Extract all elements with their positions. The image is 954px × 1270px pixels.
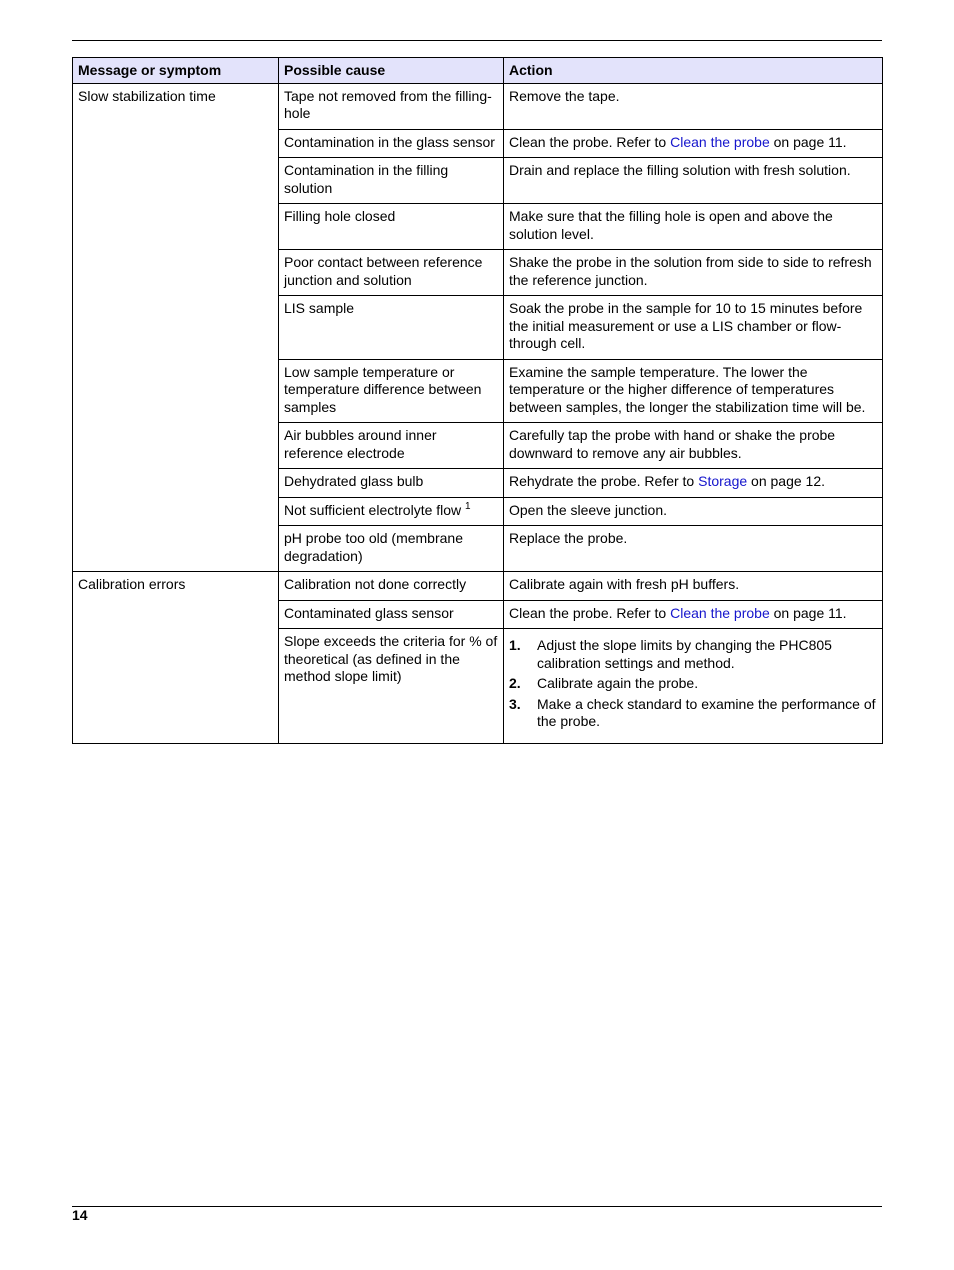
action-text: on page 12. xyxy=(747,473,826,489)
cause-cell xyxy=(279,497,504,526)
action-cell: Drain and replace the filling solution with fresh solution. xyxy=(504,158,883,204)
action-text: Clean the probe. Refer to xyxy=(509,133,671,150)
cause-cell: Slope exceeds the criteria for % of theoretical (as defined in the method slope limit) xyxy=(279,629,504,744)
step-number: 2. xyxy=(509,675,521,691)
list-item xyxy=(509,675,878,693)
symptom-cell: Slow stabilization time xyxy=(73,83,279,572)
cause-cell: Contamination in the filling solution xyxy=(279,158,504,204)
action-cell: Soak the probe in the sample for 10 to 15 minutes before the initial measurement or use a LIS chamber or flow-through cell. xyxy=(504,296,883,360)
cause-cell: pH probe too old (membrane degradation) xyxy=(279,526,504,572)
action-cell: Replace the probe. xyxy=(504,526,883,572)
cause-text: Not sufficient electrolyte flow xyxy=(284,501,466,518)
page-number: 14 xyxy=(72,1207,88,1223)
column-header-cause: Possible cause xyxy=(279,58,504,84)
table-row xyxy=(73,83,883,129)
action-cell: Calibrate again with fresh pH buffers. xyxy=(504,572,883,601)
action-cell xyxy=(504,629,883,744)
clean-the-probe-link[interactable]: Clean the probe xyxy=(670,133,770,150)
action-cell: Open the sleeve junction. xyxy=(504,497,883,526)
action-cell xyxy=(504,600,883,629)
cause-cell: Dehydrated glass bulb xyxy=(279,469,504,498)
column-header-action: Action xyxy=(504,58,883,84)
list-item xyxy=(509,637,878,672)
column-header-symptom: Message or symptom xyxy=(73,58,279,84)
table-row xyxy=(73,572,883,601)
header-rule xyxy=(72,40,882,41)
step-number: 3. xyxy=(509,695,521,712)
cause-cell: Air bubbles around inner reference electrode xyxy=(279,423,504,469)
table-header-row xyxy=(73,58,883,84)
action-text: Rehydrate the probe. Refer to xyxy=(509,473,699,489)
action-steps-list xyxy=(509,637,878,731)
action-cell xyxy=(504,469,883,498)
action-cell xyxy=(504,129,883,158)
cause-cell: Contaminated glass sensor xyxy=(279,600,504,629)
footer-rule xyxy=(72,1206,882,1207)
clean-the-probe-link[interactable]: Clean the probe xyxy=(670,604,770,621)
action-text: on page 11. xyxy=(769,133,847,150)
cause-cell: Calibration not done correctly xyxy=(279,572,504,601)
step-text: Calibrate again the probe. xyxy=(537,675,699,691)
symptom-cell: Calibration errors xyxy=(73,572,279,744)
action-text: on page 11. xyxy=(769,604,847,621)
step-number: 1. xyxy=(509,637,521,653)
action-cell: Carefully tap the probe with hand or shake the probe downward to remove any air bubbles. xyxy=(504,423,883,469)
action-cell: Make sure that the filling hole is open and above the solution level. xyxy=(504,204,883,250)
action-cell: Examine the sample temperature. The lower the temperature or the higher difference of temperatures between samples, the longer the stabilization time will be. xyxy=(504,359,883,423)
storage-link[interactable]: Storage xyxy=(698,473,748,489)
action-text: Clean the probe. Refer to xyxy=(509,604,671,621)
troubleshooting-table xyxy=(72,57,883,744)
step-text: Adjust the slope limits by changing the PHC805 calibration settings and method. xyxy=(537,637,832,671)
action-cell: Shake the probe in the solution from side to side to refresh the reference junction. xyxy=(504,250,883,296)
cause-cell: Poor contact between reference junction and solution xyxy=(279,250,504,296)
cause-cell: LIS sample xyxy=(279,296,504,360)
action-cell: Remove the tape. xyxy=(504,83,883,129)
list-item xyxy=(509,696,878,731)
cause-cell: Tape not removed from the filling-hole xyxy=(279,83,504,129)
cause-cell: Filling hole closed xyxy=(279,204,504,250)
cause-cell: Low sample temperature or temperature difference between samples xyxy=(279,359,504,423)
footnote-marker: 1 xyxy=(465,500,471,512)
step-text: Make a check standard to examine the performance of the probe. xyxy=(537,695,876,729)
cause-cell: Contamination in the glass sensor xyxy=(279,129,504,158)
